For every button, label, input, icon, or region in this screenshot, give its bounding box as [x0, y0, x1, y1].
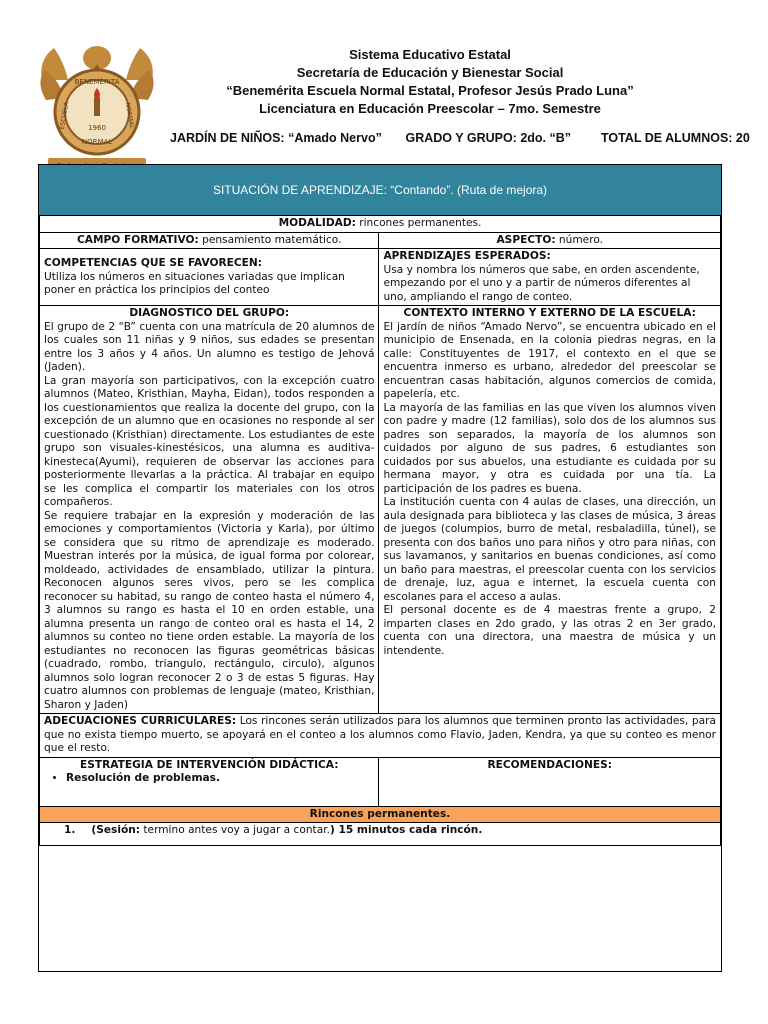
contexto-label: CONTEXTO INTERNO Y EXTERNO DE LA ESCUELA:: [403, 307, 696, 319]
aprendizajes-text: Usa y nombra los números que sabe, en orden ascendente, empezando por el uno y a partir de números diferentes al uno, ampliando el rango de conteo.: [383, 263, 700, 303]
estrategia-item: • Resolución de problemas.: [66, 772, 374, 786]
diagnostico-paragraph: El grupo de 2 “B” cuenta con una matrícula de 20 alumnos de los cuales son 11 niñas y 9 niños, sus edades se presentan entre los 3 años y 4 años. Un alumno es testigo de Jehová (Jaden).: [44, 320, 375, 373]
school-info-line: [170, 131, 760, 145]
header-line-4: Licenciatura en Educación Preescolar – 7mo. Semestre: [259, 101, 601, 116]
seal-top-text: BENEMÉRITA: [74, 78, 120, 86]
modalidad-row: [40, 216, 721, 233]
campo-value: pensamiento matemático.: [198, 233, 342, 246]
sesion-open-paren: (: [91, 824, 97, 836]
planning-sheet: [38, 164, 722, 972]
diagnostico-paragraph: Se requiere trabajar en la expresión y moderación de las emociones y comportamientos (Victoria y Karla), por último se considera que su ritmo de aprendizaje es moderado. Muestran interés por la música, de igual forma por colorear, moldeado, actividades de ensamblado, utilizar la pintura. Reconocen algunos seres vivos, pero se les complica reconocer su habitad, su rango de conteo hasta el número 4, 3 alumnos su rango es hasta el 10 en orden estable, una alumna presenta un rango de conteo oral es hasta el 14, 2 alumnos su conteo no tiene orden estable. La mayoría de los estudiantes no reconocen las figuras geométricas básicas (cuadrado, rombo, triangulo, rectángulo, circulo), algunos alumnos solo logran reconocer 2 o 3 de estas 5 figuras. Hay cuatro alumnos con problemas de lenguaje (mateo, Kristhian, Sharon y Jaden): [44, 509, 375, 711]
sesion-number: 1.: [64, 824, 76, 836]
header-line-1: Sistema Educativo Estatal: [349, 47, 511, 62]
total-students: TOTAL DE ALUMNOS: 20: [600, 131, 750, 145]
header-line-2: Secretaría de Educación y Bienestar Social: [296, 65, 564, 80]
diagnostico-paragraph: La gran mayoría son participativos, con la excepción cuatro alumnos (Mateo, Kristhian, Mayha, Eidan), todos responden a los cuestionamientos que realiza la docente del grupo, con la excepción de un alumno que en ocasiones no responde al ser cuestionado (Kristhian) directamente. Los estudiantes de este grupo son visuales-kinestésicos, una alumna es auditiva-kinesteca(Ayumi), requieren de observar las acciones para posteriormente llevarlas a la práctica. Al trabajar en equipo se les complica el compartir los materiales con los otros compañeros.: [44, 374, 375, 508]
planning-table: [39, 215, 721, 846]
competencias-text: Utiliza los números en situaciones variadas que implican poner en práctica los principios del conteo: [44, 270, 345, 296]
sesion-row: [40, 823, 721, 846]
rincones-row: [40, 806, 721, 823]
contexto-paragraph: El jardín de niños “Amado Nervo”, se encuentra ubicado en el municipio de Ensenada, en la colonia piedras negras, en la calle: Constituyentes de 1917, el contexto en el que se encuentra inmerso es urbano, alrededor del preescolar se encuentran casas habitación, algunos comercios de comida, papelería, etc.: [383, 320, 716, 400]
modalidad-value: rincones permanentes.: [355, 217, 482, 229]
competencias-label: COMPETENCIAS QUE SE FAVORECEN:: [44, 257, 262, 269]
situation-banner: [39, 165, 721, 216]
estrategia-label: ESTRATEGIA DE INTERVENCIÓN DIDÁCTICA:: [80, 758, 339, 771]
adecuaciones-text: Los rincones serán utilizados para los alumnos que terminen pronto las actividades, para que no exista tiempo muerto, se apoyará en el conteo a los alumnos como Flavio, Jaden, Kendra, ya que su conteo es menor que el resto.: [44, 715, 716, 754]
campo-aspecto-row: [40, 232, 721, 249]
sesion-label: Sesión:: [96, 824, 141, 836]
diagnostico-contexto-row: [40, 306, 721, 714]
campo-label: CAMPO FORMATIVO:: [77, 233, 199, 246]
sesion-duration: 15 minutos cada rincón.: [334, 824, 483, 836]
school-seal-logo: [34, 40, 160, 180]
rincones-label: Rincones permanentes.: [309, 807, 451, 820]
header-line-3: “Benemérita Escuela Normal Estatal, Profesor Jesús Prado Luna”: [226, 83, 634, 98]
estrategia-list: [44, 772, 374, 786]
seal-right-text: NORMAL: [123, 102, 136, 130]
diagnostico-label: DIAGNOSTICO DEL GRUPO:: [129, 307, 290, 319]
seal-left-text: ESCUELA: [58, 101, 71, 130]
contexto-paragraph: La mayoría de las familias en las que viven los alumnos viven con padre y madre (12 familias), solo dos de los alumnos sus padres son separados, la mayoría de los alumnos son cuidados por alguno de sus padres, 6 estudiantes son cuidados por sus abuelos, una estudiante es cuidada por su hermana mayor, y otra es cuidada por una tía. La participación de los padres es buena.: [383, 401, 716, 495]
sesion-text: termino antes voy a jugar a contar.: [140, 824, 330, 836]
situation-title: SITUACIÓN DE APRENDIZAJE: “Contando”. (Ruta de mejora): [212, 183, 548, 197]
adecuaciones-label: ADECUACIONES CURRICULARES:: [44, 715, 237, 727]
school-name: JARDÍN DE NIÑOS: “Amado Nervo”: [170, 131, 382, 145]
aspecto-label: ASPECTO:: [496, 233, 556, 246]
seal-bottom-text: NORMAL: [81, 138, 113, 146]
sesion-close-paren: ): [329, 824, 335, 836]
seal-year: 1960: [88, 124, 106, 132]
modalidad-label: MODALIDAD:: [278, 217, 356, 229]
aprendizajes-label: APRENDIZAJES ESPERADOS:: [383, 250, 551, 262]
estrategia-row: [40, 757, 721, 806]
document-header: [0, 0, 768, 160]
contexto-paragraph: La institución cuenta con 4 aulas de clases, una dirección, un aula designada para biblioteca y las clases de música, 3 áreas de juegos (columpios, burro de metal, resbaladilla, túnel), se presenta con dos baños uno para niños y otro para niñas, con sus lavamanos, y sanitarios en buenas condiciones, así como un baño para maestras, el preescolar cuenta con los servicios de drenaje, luz, agua e internet, la escuela cuenta con escolanes para el acceso a aulas.: [383, 496, 716, 603]
grade-group: GRADO Y GRUPO: 2do. “B”: [405, 131, 572, 145]
aspecto-value: número.: [555, 233, 603, 246]
recomendaciones-label: RECOMENDACIONES:: [487, 758, 612, 771]
competencias-row: [40, 249, 721, 306]
contexto-paragraph: El personal docente es de 4 maestras frente a grupo, 2 imparten clases en 2do grado, y las otras 2 en 3er grado, cuenta con una directora, una maestra de música y un intendente.: [383, 604, 716, 657]
adecuaciones-row: [40, 714, 721, 758]
